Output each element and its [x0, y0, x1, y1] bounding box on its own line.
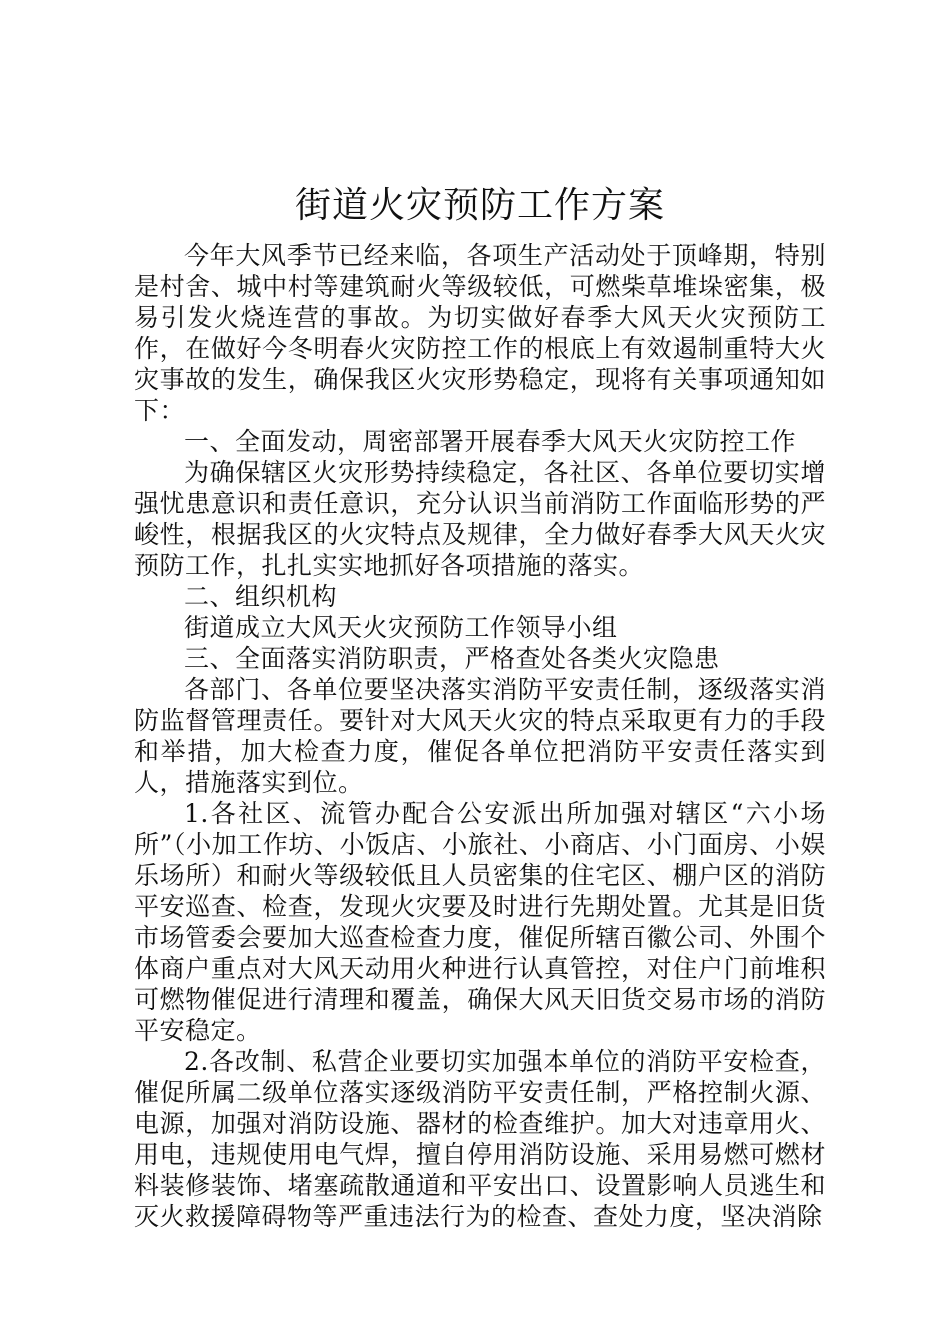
paragraph-section-2: 街道成立大风天火灾预防工作领导小组: [184, 613, 618, 642]
paragraph-intro: 今年大风季节已经来临，各项生产活动处于顶峰期，特别是村舍、城中村等建筑耐火等级较低，可燃柴草堆垛密集，极易引发火烧连营的事故。为切实做好春季大风天火灾预防工作，在做好今冬明春火灾防控工作的根底上有效遏制重特大火灾事故的发生，确保我区火灾形势稳定，现将有关事项通知如下：: [134, 241, 826, 425]
paragraph-section-1: 为确保辖区火灾形势持续稳定，各社区、各单位要切实增强忧患意识和责任意识，充分认识当前消防工作面临形势的严峻性，根据我区的火灾特点及规律，全力做好春季大风天火灾预防工作，扎扎实实地抓好各项措施的落实。: [134, 458, 826, 580]
section-heading-1: 一、全面发动，周密部署开展春季大风天火灾防控工作: [184, 427, 797, 456]
list-item-1: 1.各社区、流管办配合公安派出所加强对辖区“六小场所”（小加工作坊、小饭店、小旅社、小商店、小门面房、小娱乐场所）和耐火等级较低且人员密集的住宅区、棚户区的消防平安巡查、检查，发现火灾要及时进行先期处置。尤其是旧货市场管委会要加大巡查检查力度，催促所辖百徽公司、外围个体商户重点对大风天动用火种进行认真管控，对住户门前堆积可燃物催促进行清理和覆盖，确保大风天旧货交易市场的消防平安稳定。: [134, 799, 826, 1045]
list-item-2: 2.各改制、私营企业要切实加强本单位的消防平安检查，催促所属二级单位落实逐级消防平安责任制，严格控制火源、电源，加强对消防设施、器材的检查维护。加大对违章用火、用电，违规使用电气焊，擅自停用消防设施、采用易燃可燃材料装修装饰、堵塞疏散通道和平安出口、设置影响人员逃生和灭火救援障碍物等严重违法行为的检查、查处力度，坚决消除: [134, 1047, 826, 1231]
document-page: [134, 178, 826, 1232]
section-heading-3: 三、全面落实消防职责，严格查处各类火灾隐患: [184, 644, 720, 673]
paragraph-section-3: 各部门、各单位要坚决落实消防平安责任制，逐级落实消防监督管理责任。要针对大风天火灾的特点采取更有力的手段和举措，加大检查力度，催促各单位把消防平安责任落实到人，措施落实到位。: [134, 675, 826, 797]
section-heading-2: 二、组织机构: [184, 582, 338, 611]
document-title: 街道火灾预防工作方案: [294, 185, 665, 226]
